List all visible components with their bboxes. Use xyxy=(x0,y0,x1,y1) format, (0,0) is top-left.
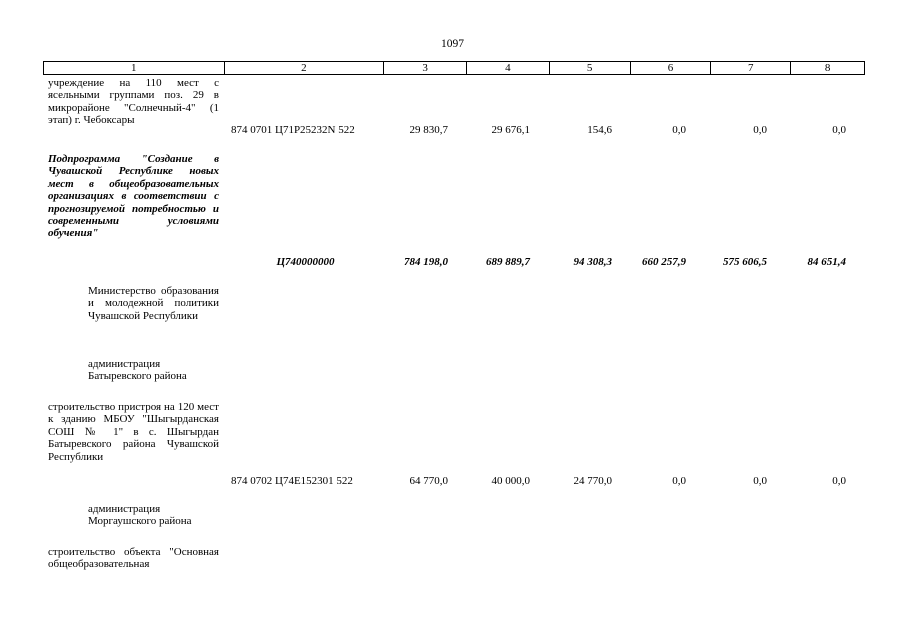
column-header-2: 2 xyxy=(225,62,385,74)
row-1-col-6: 0,0 xyxy=(672,124,686,136)
row-1-code: 874 0701 Ц71Р25232N 522 xyxy=(231,124,355,136)
page-number: 1097 xyxy=(441,38,464,50)
subprogram-code: Ц740000000 xyxy=(276,256,335,268)
row-5-col-6: 0,0 xyxy=(672,475,686,487)
column-header-4: 4 xyxy=(467,62,550,74)
table-header-row xyxy=(43,61,865,75)
row-5-col-4: 40 000,0 xyxy=(491,475,530,487)
ministry-label: Министерство образования и молодежной политики Чувашской Республики xyxy=(88,285,219,322)
row-1-col-8: 0,0 xyxy=(832,124,846,136)
subprogram-col-3: 784 198,0 xyxy=(404,256,448,268)
subprogram-col-8: 84 651,4 xyxy=(807,256,846,268)
row-1-col-5: 154,6 xyxy=(587,124,612,136)
column-header-1: 1 xyxy=(44,62,225,74)
row-5-col-8: 0,0 xyxy=(832,475,846,487)
row-5-col-5: 24 770,0 xyxy=(573,475,612,487)
row-5-code: 874 0702 Ц74Е152301 522 xyxy=(231,475,353,487)
row-1-col-7: 0,0 xyxy=(753,124,767,136)
subprogram-col-6: 660 257,9 xyxy=(642,256,686,268)
row-7-description: строительство объекта "Основная общеобразовательная xyxy=(48,546,219,571)
batyrevo-admin-label: администрация Батыревского района xyxy=(88,358,187,383)
subprogram-col-4: 689 889,7 xyxy=(486,256,530,268)
column-header-8: 8 xyxy=(824,62,831,74)
row-1-description: учреждение на 110 мест с ясельными группами поз. 29 в микрорайоне "Солнечный-4" (1 этап) г. Чебоксары xyxy=(48,77,219,127)
row-1-col-4: 29 676,1 xyxy=(491,124,530,136)
row-1-col-3: 29 830,7 xyxy=(409,124,448,136)
column-header-3: 3 xyxy=(384,62,467,74)
column-header-6: 6 xyxy=(631,62,712,74)
row-5-col-7: 0,0 xyxy=(753,475,767,487)
column-header-5: 5 xyxy=(550,62,631,74)
subprogram-col-7: 575 606,5 xyxy=(723,256,767,268)
subprogram-col-5: 94 308,3 xyxy=(573,256,612,268)
subprogram-title: Подпрограмма "Создание в Чувашской Республике новых мест в общеобразовательных организациях в соответствии с прогнозируемой потребностью и современными условиями обучения" xyxy=(48,153,219,240)
row-5-description: строительство пристроя на 120 мест к зданию МБОУ "Шыгырданская СОШ № 1" в с. Шыгырдан Батыревского района Чувашской Республики xyxy=(48,401,219,463)
row-5-col-3: 64 770,0 xyxy=(409,475,448,487)
column-header-7: 7 xyxy=(711,62,791,74)
morgaushi-admin-label: администрация Моргаушского района xyxy=(88,503,192,528)
